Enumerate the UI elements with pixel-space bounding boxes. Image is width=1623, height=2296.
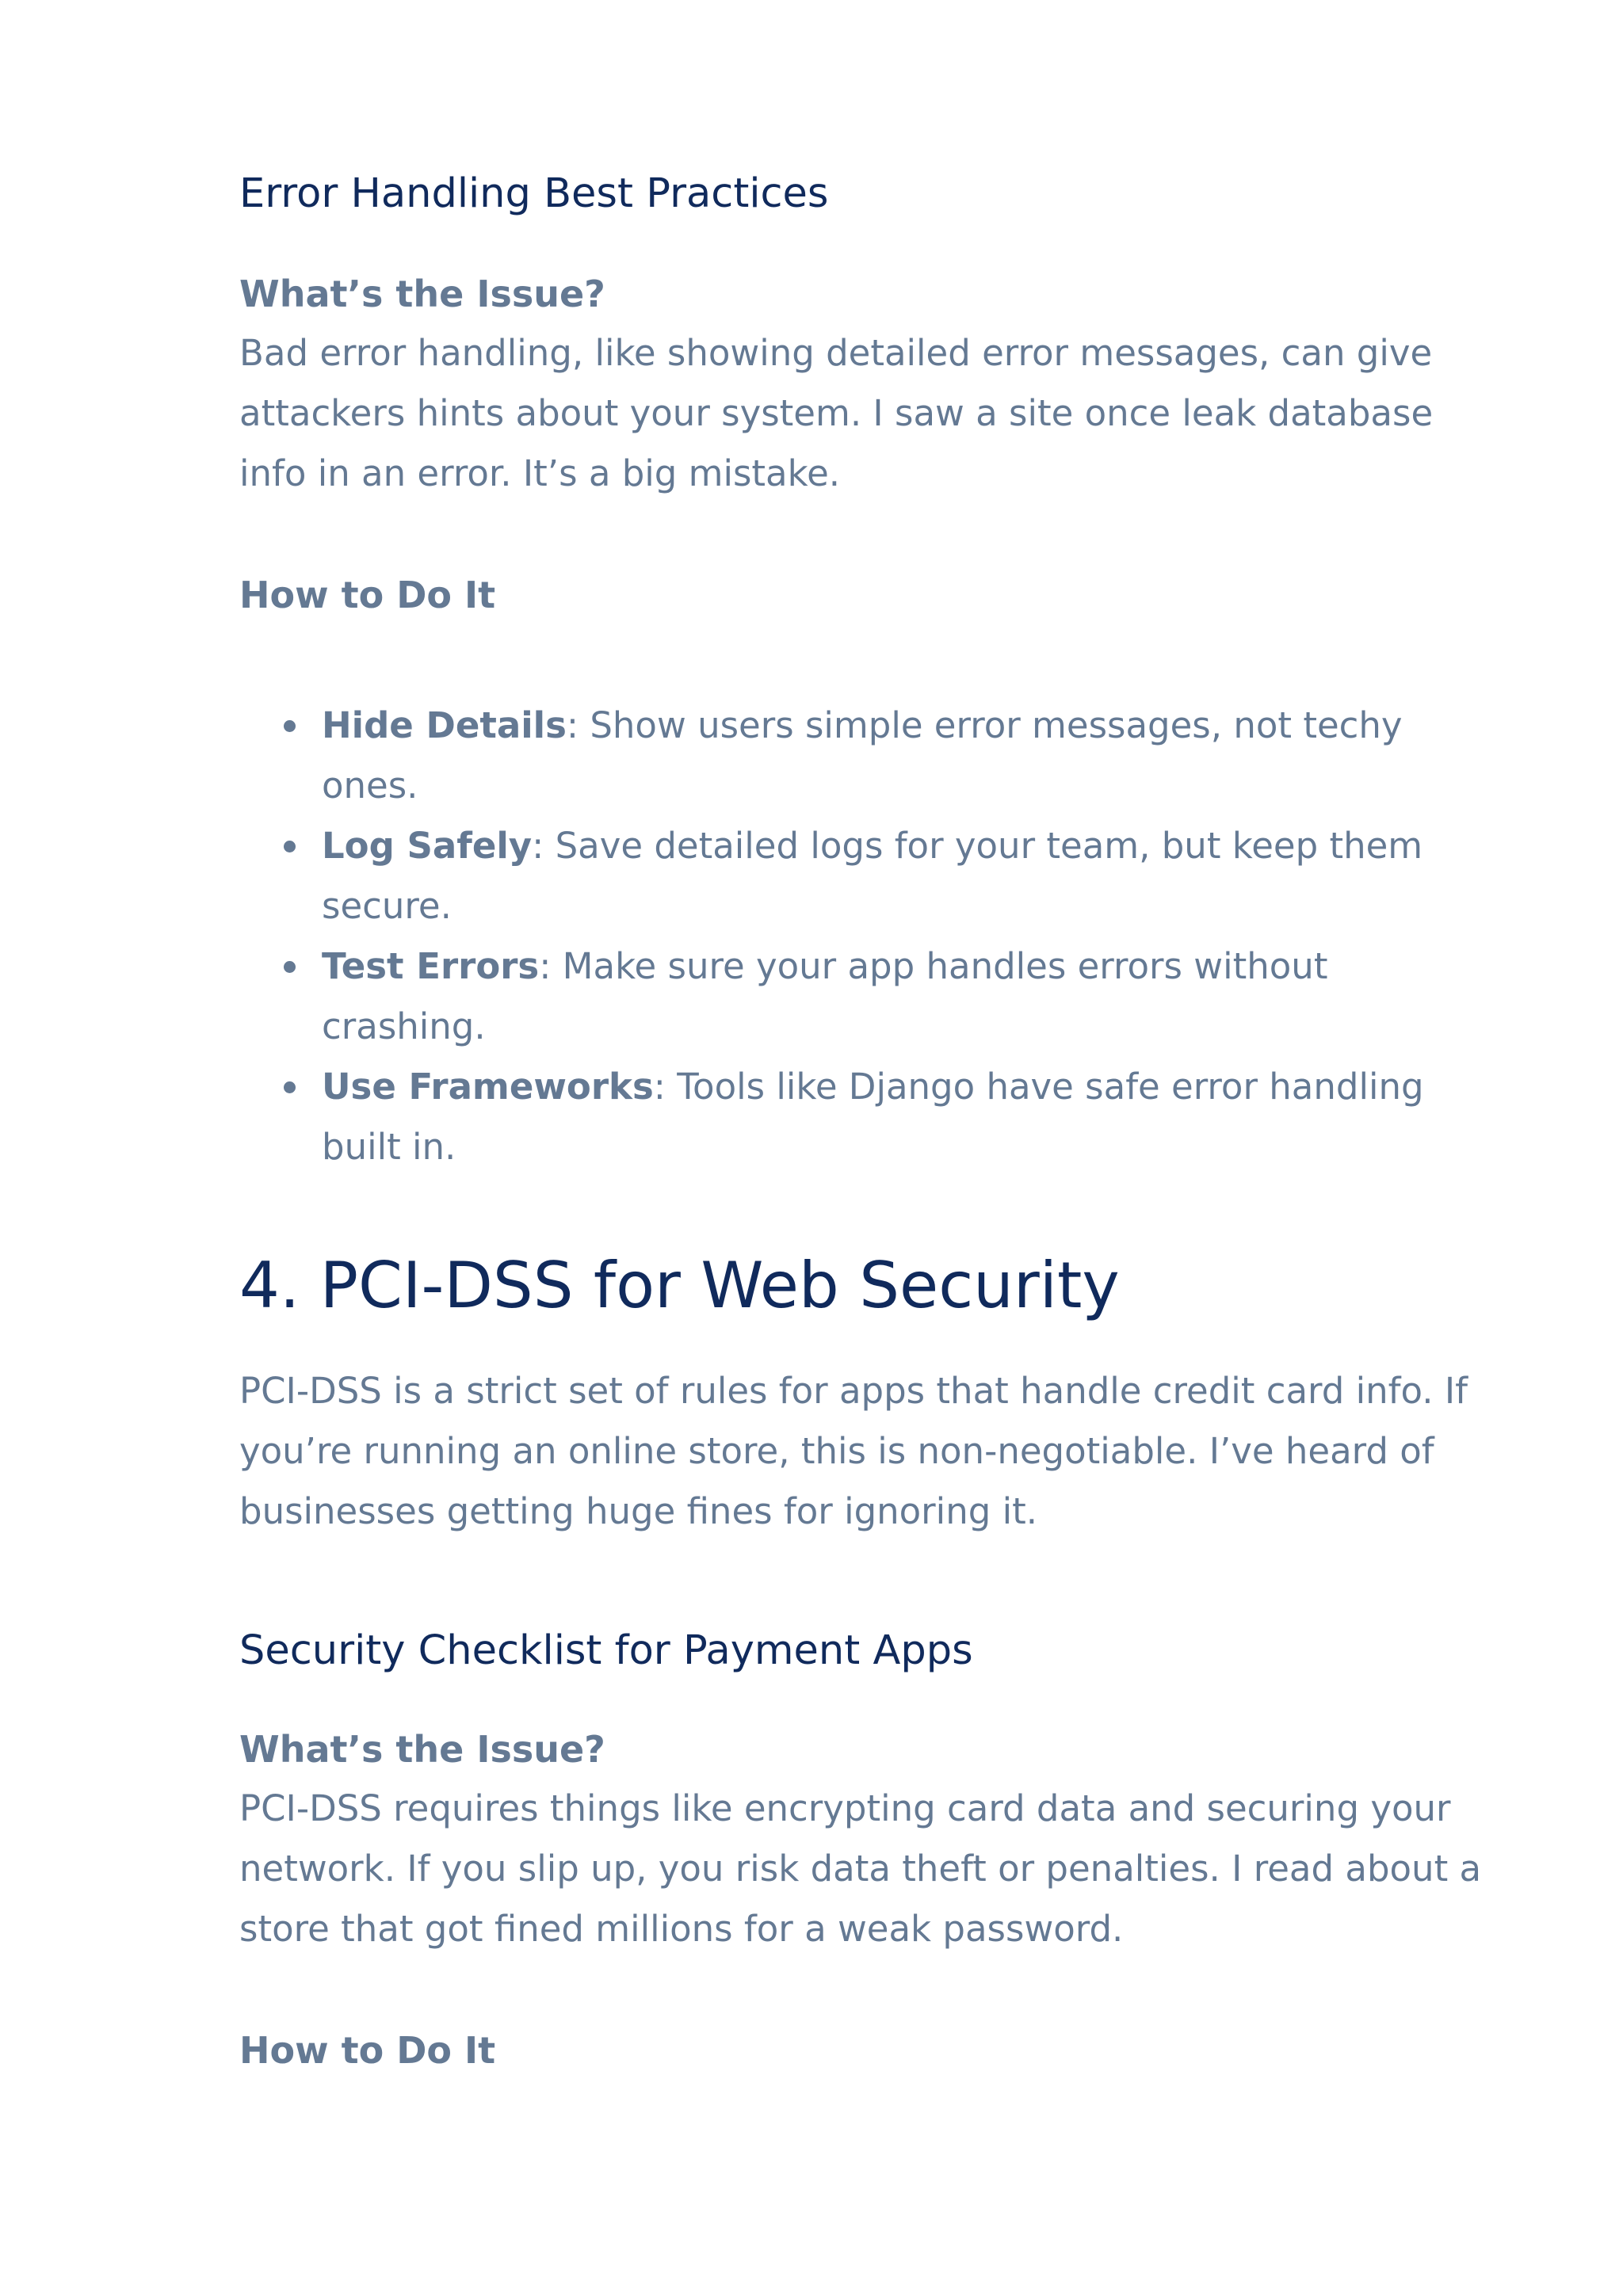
paragraph-line: Bad error handling, like showing detailed error messages, can give — [239, 332, 1433, 374]
bullet-dot-icon — [284, 1081, 296, 1093]
section-heading-pci-dss: 4. PCI-DSS for Web Security — [239, 1249, 1120, 1322]
bullet-text: : Save detailed logs for your team, but keep them — [532, 825, 1423, 867]
bullet-continuation: ones. — [322, 765, 418, 807]
howto-label: How to Do It — [239, 574, 496, 616]
issue-label: What’s the Issue? — [239, 1728, 605, 1771]
bullet-term: Test Errors — [322, 945, 540, 987]
bullet-term: Use Frameworks — [322, 1066, 654, 1108]
list-item — [239, 816, 1424, 936]
pci-intro-paragraph — [239, 1361, 1468, 1542]
bullet-dot-icon — [284, 720, 296, 732]
bullet-term: Hide Details — [322, 704, 567, 746]
bullet-continuation: secure. — [322, 885, 452, 927]
bullet-text: : Make sure your app handles errors without — [539, 945, 1328, 987]
paragraph-line: store that got fined millions for a weak password. — [239, 1908, 1124, 1950]
howto-label: How to Do It — [239, 2029, 496, 2072]
bullet-dot-icon — [284, 961, 296, 973]
bullet-list — [239, 696, 1424, 1177]
bullet-text: : Tools like Django have safe error handling — [653, 1066, 1424, 1108]
list-item — [239, 696, 1424, 816]
paragraph-line: businesses getting huge fines for ignoring it. — [239, 1490, 1038, 1532]
paragraph-line: attackers hints about your system. I saw a site once leak database — [239, 392, 1434, 434]
subheading-security-checklist: Security Checklist for Payment Apps — [239, 1627, 973, 1674]
bullet-term: Log Safely — [322, 825, 533, 867]
bullet-text: : Show users simple error messages, not techy — [566, 704, 1403, 746]
issue-paragraph — [239, 1779, 1481, 1959]
bullet-continuation: crashing. — [322, 1005, 486, 1047]
list-item — [239, 936, 1424, 1057]
paragraph-line: PCI-DSS is a strict set of rules for apps that handle credit card info. If — [239, 1370, 1468, 1412]
issue-paragraph — [239, 323, 1433, 504]
list-item — [239, 1057, 1424, 1177]
section-heading-error-handling: Error Handling Best Practices — [239, 170, 829, 217]
bullet-continuation: built in. — [322, 1126, 456, 1168]
paragraph-line: network. If you slip up, you risk data theft or penalties. I read about a — [239, 1848, 1482, 1890]
issue-label: What’s the Issue? — [239, 273, 605, 315]
paragraph-line: you’re running an online store, this is non-negotiable. I’ve heard of — [239, 1430, 1434, 1472]
bullet-dot-icon — [284, 841, 296, 852]
paragraph-line: info in an error. It’s a big mistake. — [239, 452, 841, 494]
paragraph-line: PCI-DSS requires things like encrypting card data and securing your — [239, 1787, 1451, 1829]
